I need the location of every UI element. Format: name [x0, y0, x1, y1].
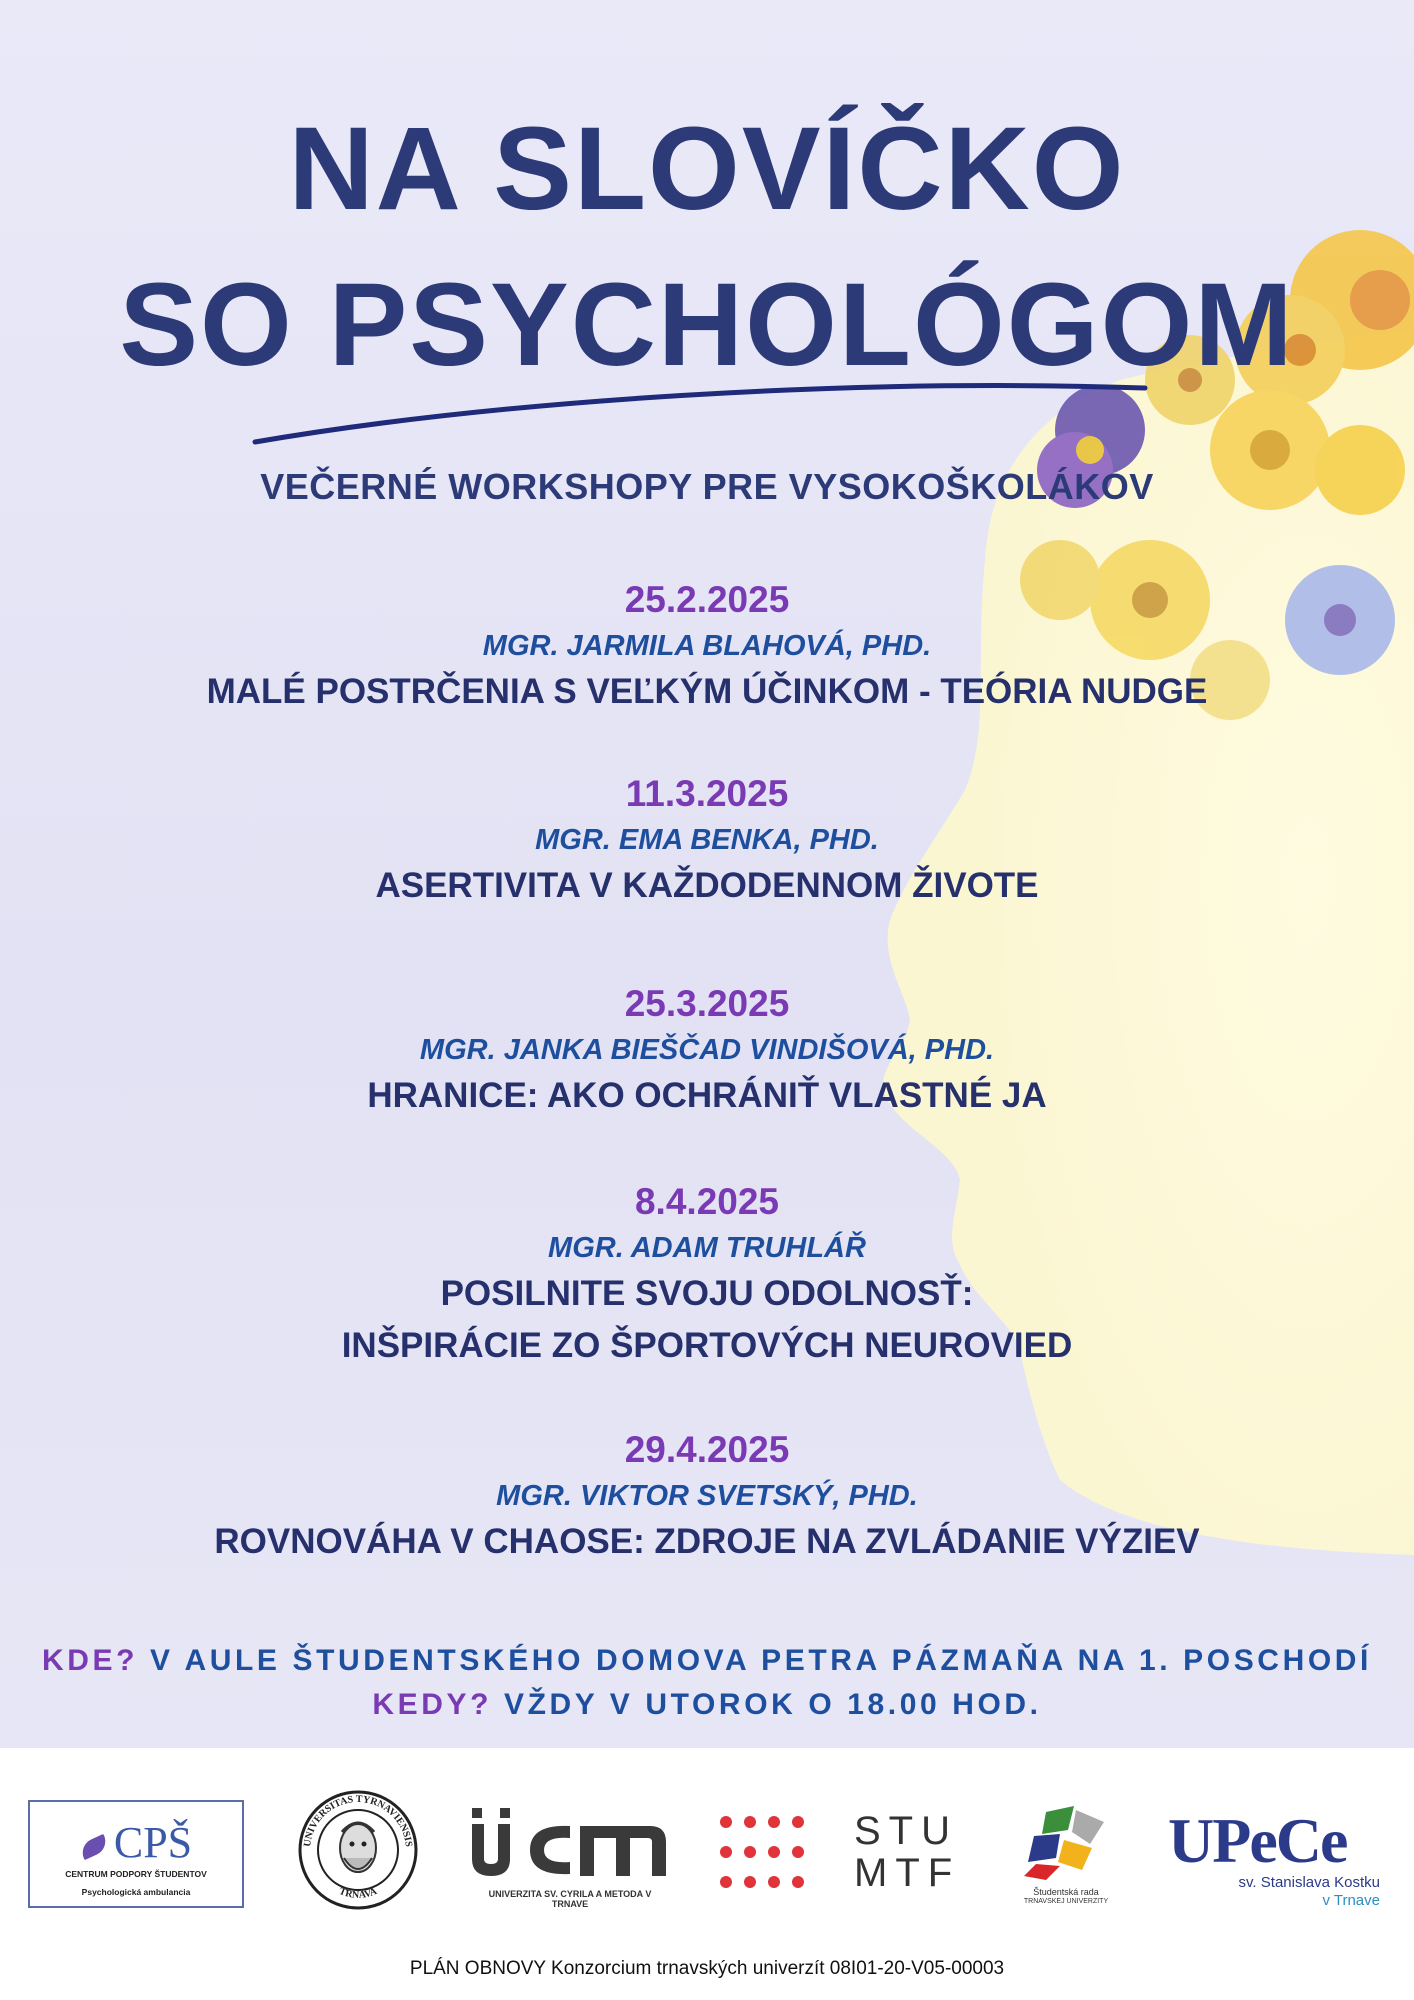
funding-note: PLÁN OBNOVY Konzorcium trnavských univerzít 08I01-20-V05-00003	[409, 1958, 1005, 1979]
event-date: 25.3.2025	[624, 983, 790, 1024]
event-topic-line-2: INŠPIRÁCIE ZO ŠPORTOVÝCH NEUROVIED	[341, 1326, 1073, 1365]
stu-mtf-logo	[718, 1809, 968, 1895]
event-3	[0, 982, 1414, 1122]
event-5	[0, 1428, 1414, 1568]
event-topic: ASERTIVITA V KAŽDODENNOM ŽIVOTE	[375, 866, 1039, 905]
event-date: 25.2.2025	[624, 579, 790, 620]
svg-text:UNIVERSITAS TYRNAVIENSIS	[302, 1794, 414, 1848]
stu-dots-icon	[718, 1812, 828, 1892]
subtitle: VEČERNÉ WORKSHOPY PRE VYSOKOŠKOLÁKOV	[260, 466, 1154, 507]
ucm-subtitle: UNIVERZITA SV. CYRILA A METODA V TRNAVE	[488, 1889, 652, 1909]
studentska-rada-icon	[1016, 1804, 1116, 1882]
event-topic: MALÉ POSTRČENIA S VEĽKÝM ÚČINKOM - TEÓRIA NUDGE	[206, 672, 1208, 711]
when-label: KEDY?	[372, 1688, 493, 1721]
when-info	[0, 1688, 1414, 1722]
title-underline-swoosh	[250, 370, 1150, 450]
seal-bottom-text: TRNAVA	[337, 1885, 379, 1901]
upece-wordmark: UPeCe	[1168, 1805, 1347, 1876]
event-speaker: MGR. JANKA BIEŠČAD VINDIŠOVÁ, PHD.	[419, 1034, 995, 1066]
trnava-university-seal-logo	[296, 1788, 420, 1912]
leaf-icon	[78, 1834, 110, 1860]
ucm-logo	[470, 1804, 670, 1909]
seal-ring-text: UNIVERSITAS TYRNAVIENSIS	[302, 1793, 414, 1848]
where-text: V AULE ŠTUDENTSKÉHO DOMOVA PETRA PÁZMAŇA NA 1. POSCHODÍ	[150, 1644, 1372, 1677]
event-1	[0, 578, 1414, 718]
svg-text:TRNAVA	[337, 1886, 379, 1901]
event-speaker: MGR. JARMILA BLAHOVÁ, PHD.	[482, 630, 932, 662]
event-2	[0, 772, 1414, 912]
where-label: KDE?	[42, 1644, 139, 1677]
stu-text: STU	[854, 1809, 958, 1853]
mtf-text: MTF	[854, 1851, 961, 1895]
event-topic: ROVNOVÁHA V CHAOSE: ZDROJE NA ZVLÁDANIE VÝZIEV	[214, 1522, 1200, 1561]
title-line-1: NA SLOVÍČKO	[288, 103, 1126, 235]
event-date: 8.4.2025	[634, 1181, 780, 1222]
event-topic: HRANICE: AKO OCHRÁNIŤ VLASTNÉ JA	[367, 1076, 1047, 1115]
event-speaker: MGR. VIKTOR SVETSKÝ, PHD.	[496, 1480, 918, 1512]
upece-logo: UPeCe sv. Stanislava Kostku v Trnave	[1168, 1805, 1380, 1909]
ucm-wordmark-icon	[470, 1804, 670, 1884]
title-line-2: SO PSYCHOLÓGOM	[119, 259, 1295, 391]
event-date: 11.3.2025	[625, 773, 789, 814]
when-text: VŽDY V UTOROK O 18.00 HOD.	[504, 1688, 1042, 1721]
studentska-rada-logo: Študentská rada TRNAVSKEJ UNIVERZITY	[1016, 1804, 1116, 1907]
event-date: 29.4.2025	[624, 1429, 790, 1470]
cps-logo: CPŠ CENTRUM PODPORY ŠTUDENTOV Psychologická ambulancia	[28, 1800, 244, 1908]
event-speaker: MGR. ADAM TRUHLÁŘ	[548, 1232, 866, 1264]
event-topic: POSILNITE SVOJU ODOLNOSŤ:	[440, 1274, 974, 1313]
event-4	[0, 1180, 1414, 1372]
where-info	[0, 1644, 1414, 1678]
event-speaker: MGR. EMA BENKA, PHD.	[535, 824, 879, 856]
